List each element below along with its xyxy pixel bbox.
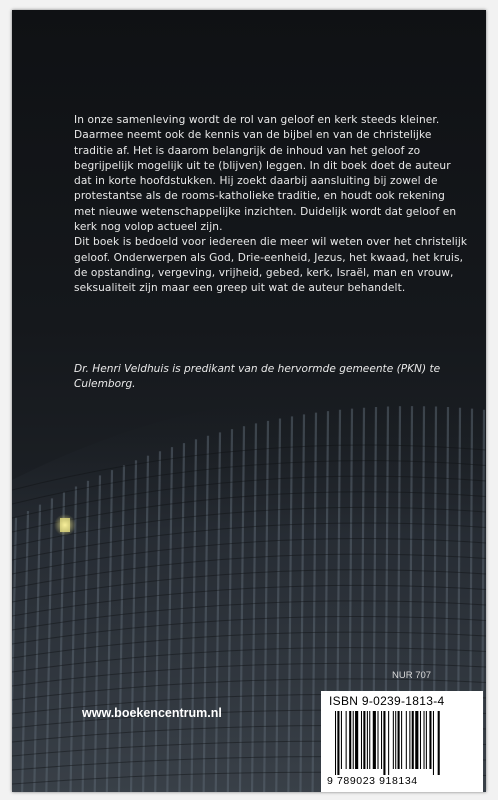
barcode-bar [420, 711, 421, 769]
barcode-bar [367, 711, 368, 769]
barcode-bar [393, 711, 394, 769]
barcode-bar [346, 711, 347, 769]
barcode-bar [337, 711, 339, 775]
blurb-text [74, 113, 469, 297]
barcode-bar [398, 711, 400, 769]
barcode-bar [377, 711, 378, 769]
barcode-bar [381, 711, 382, 769]
back-cover [12, 10, 486, 792]
barcode-icon [335, 711, 477, 775]
barcode-bar [355, 711, 358, 769]
author-note: Dr. Henri Veldhuis is predikant van de hervormde gemeente (PKN) te Culemborg. [74, 363, 441, 391]
isbn-number: ISBN 9-0239-1813-4 [329, 694, 445, 708]
barcode-label [321, 691, 483, 792]
barcode-bar [406, 711, 407, 769]
barcode-bar [433, 711, 434, 775]
barcode-bar [409, 711, 410, 769]
barcode-bar [415, 711, 418, 769]
barcode-bar [349, 711, 351, 769]
barcode-bar [383, 711, 385, 775]
blurb-paragraph-1: In onze samenleving wordt de rol van geloof en kerk steeds kleiner. Daarmee neemt ook de kennis van de bijbel en van de christelijke traditie af. Het is daarom belangrijk de inhoud van het geloof zo begrijpelijk mogelijk uit te (blijven) leggen. In dit boek doet de auteur dat in korte hoofdstukken. Hij zoekt daarbij aansluiting bij zowel de protestantse als de rooms-katholieke traditie, en houdt ook rekening met nieuwe wetenschappelijke inzichten. Duidelijk wordt dat geloof en kerk nog volop actueel zijn. [74, 114, 457, 234]
barcode-bar [388, 711, 389, 775]
barcode-bar [361, 711, 362, 769]
blurb-paragraph-2: Dit boek is bedoeld voor iedereen die meer wil weten over het christelijk geloof. Onderwerpen als God, Drie-eenheid, Jezus, het kwaad, het kruis, de opstanding, vergeving, vrijheid, gebed, kerk, Israël, man en vrouw, seksualiteit zijn maar een greep uit wat de auteur behandelt. [74, 236, 468, 295]
barcode-bar [429, 711, 431, 769]
barcode-bar [426, 711, 427, 769]
barcode-bar [373, 711, 376, 769]
barcode-bar [341, 711, 342, 769]
barcode-bar [335, 711, 336, 775]
barcode-bar [424, 711, 425, 769]
barcode-bar [395, 711, 396, 769]
barcode-bar [438, 711, 440, 775]
barcode-bar [369, 711, 370, 769]
publisher-website: www.boekencentrum.nl [82, 706, 222, 720]
ean-number: 9 789023 918134 [327, 775, 418, 787]
barcode-bar [401, 711, 402, 769]
barcode-bar [363, 711, 365, 769]
nur-code: NUR 707 [392, 670, 432, 681]
barcode-bar [412, 711, 414, 769]
barcode-bar [353, 711, 354, 769]
